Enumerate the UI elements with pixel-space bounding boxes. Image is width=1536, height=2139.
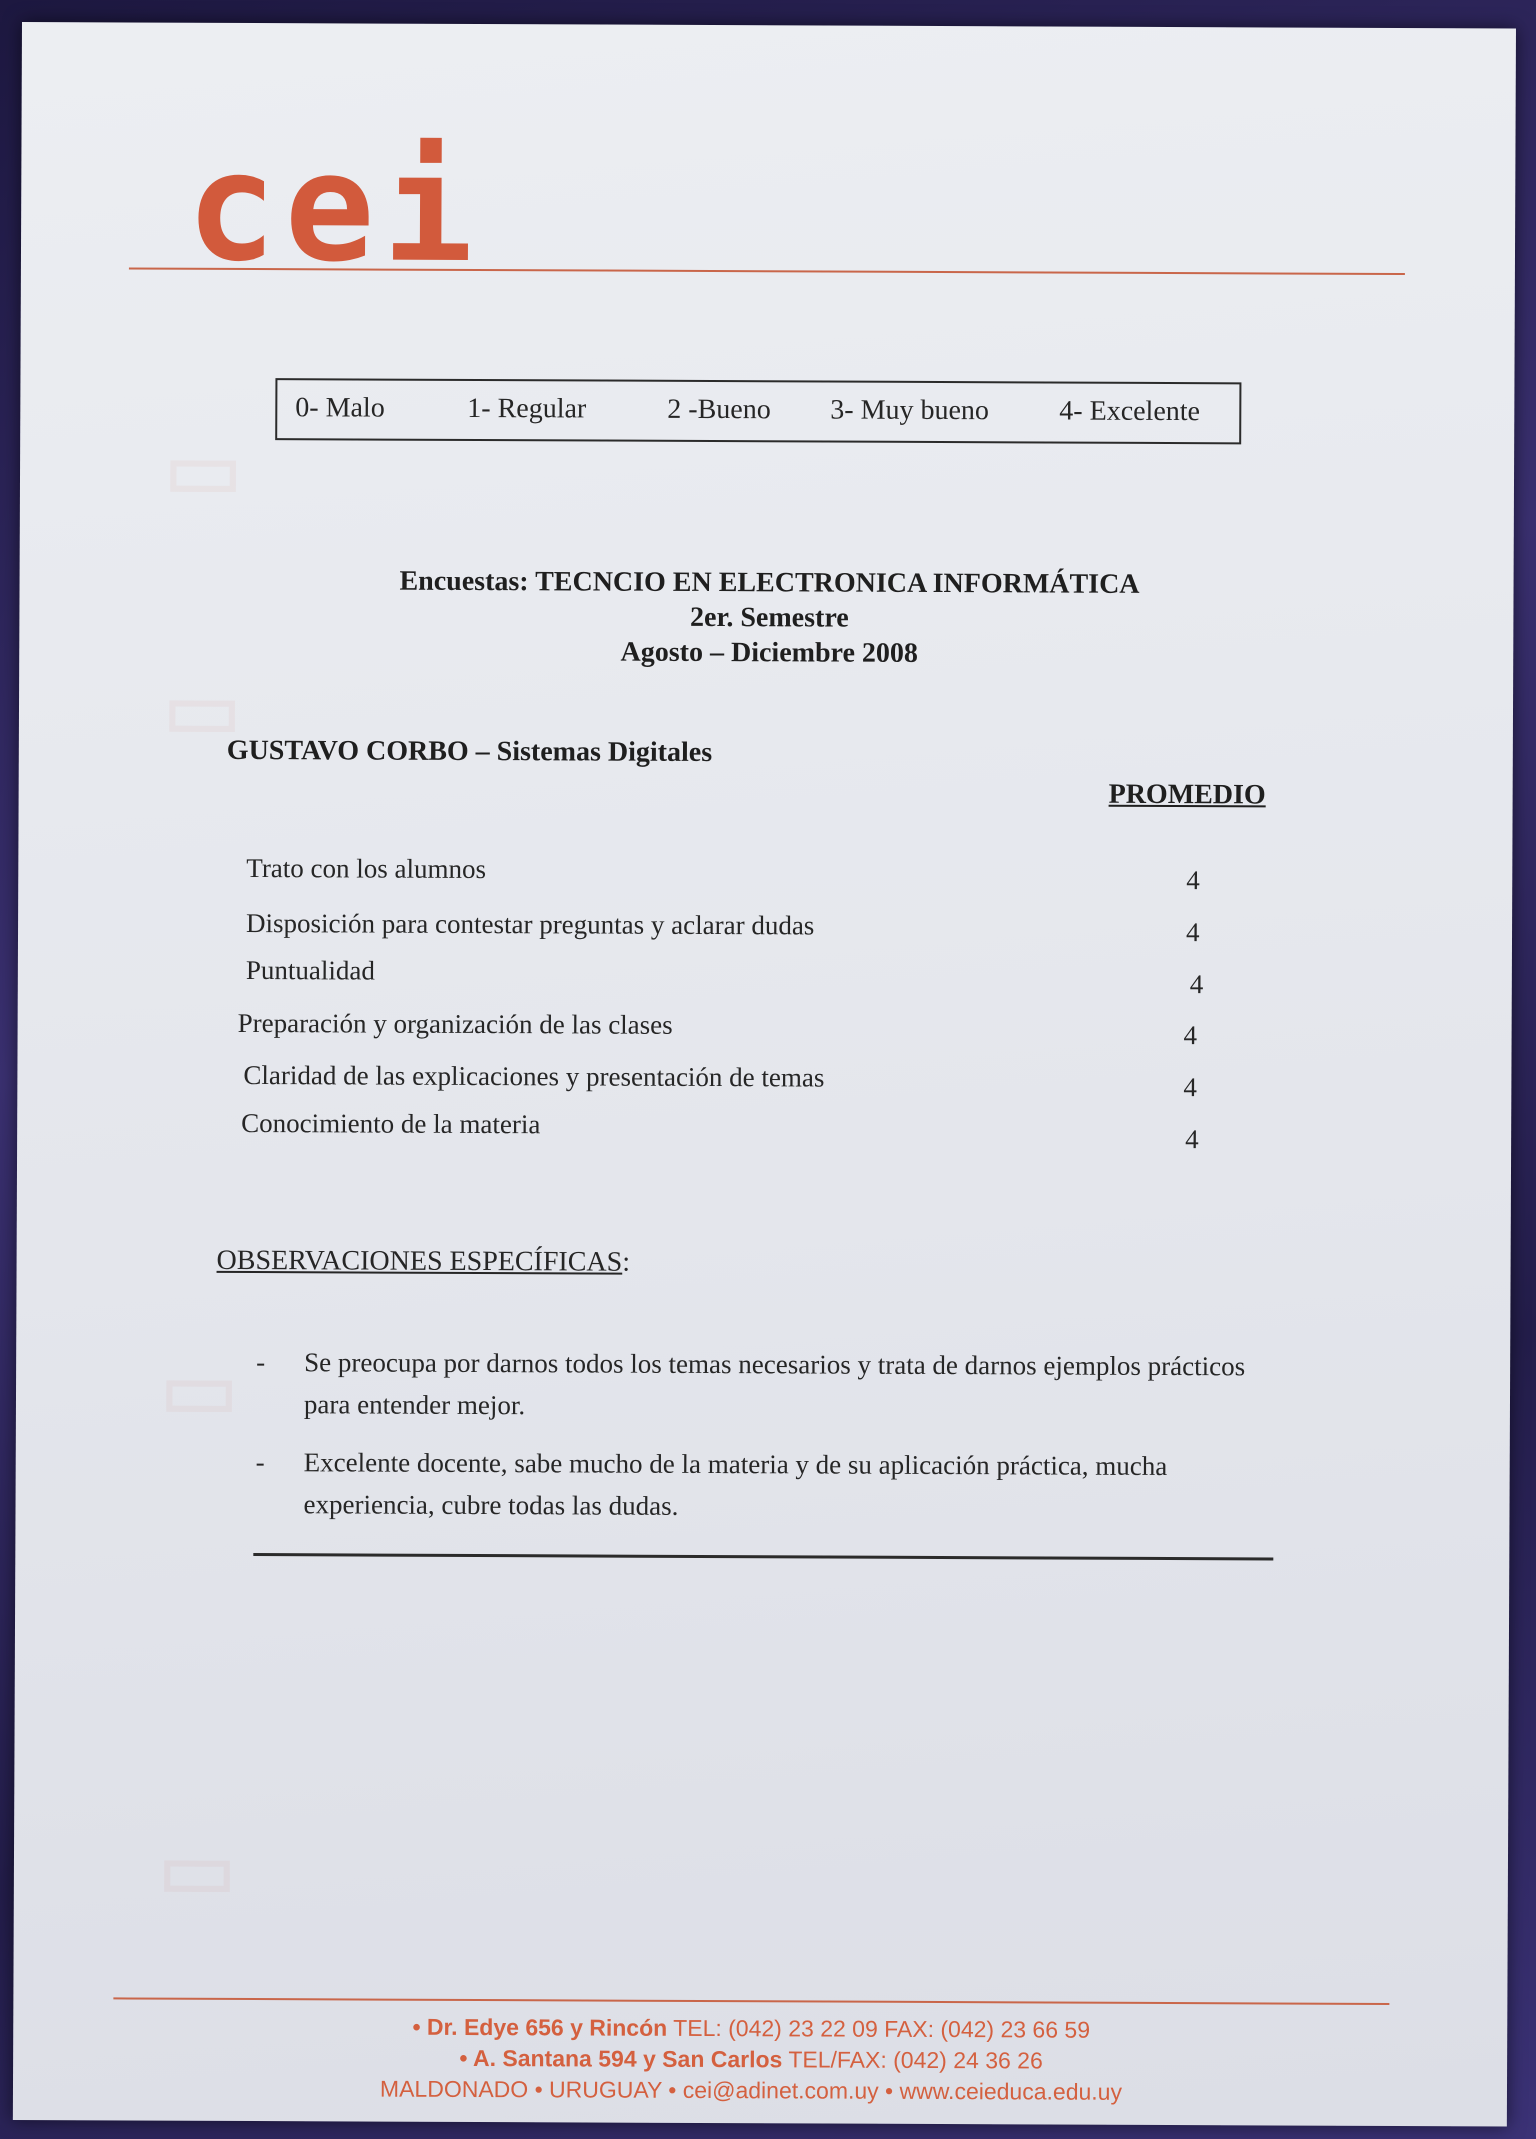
observation-text: Se preocupa por darnos todos los temas necesarios y trata de darnos ejemplos prácticos para entender mejor. xyxy=(303,1347,1246,1421)
criterion-score: 4 xyxy=(1183,1020,1198,1051)
promedio-header: PROMEDIO xyxy=(1108,778,1266,811)
criterion-label: Disposición para contestar preguntas y aclarar dudas xyxy=(246,907,815,941)
criterion-score: 4 xyxy=(1185,917,1200,948)
bullet-dash: - xyxy=(255,1447,265,1478)
criterion-label: Conocimiento de la materia xyxy=(241,1107,541,1140)
survey-title xyxy=(189,563,1349,673)
watermark-logo: ▭ xyxy=(169,402,237,531)
watermark-logo: ▭ xyxy=(168,642,236,771)
address-1: • Dr. Edye 656 y Rincón xyxy=(412,2013,668,2041)
phone-2: TEL/FAX: (042) 24 36 26 xyxy=(782,2046,1043,2074)
observation-text: Excelente docente, sabe mucho de la materia y de su aplicación práctica, mucha experiencia, cubre todas las dudas. xyxy=(303,1447,1168,1521)
criterion-label: Puntualidad xyxy=(245,954,375,986)
phone-1: TEL: (042) 23 22 09 FAX: (042) 23 66 59 xyxy=(667,2014,1091,2043)
bullet-dash: - xyxy=(256,1347,266,1378)
criterion-score: 4 xyxy=(1186,865,1200,896)
legend-item: 3- Muy bueno xyxy=(830,394,990,427)
observations-heading-text: OBSERVACIONES ESPECÍFICAS xyxy=(216,1244,623,1278)
criterion-label: Claridad de las explicaciones y presentación de temas xyxy=(243,1059,825,1093)
criterion-label: Preparación y organización de las clases xyxy=(237,1007,673,1040)
observation-item xyxy=(256,1341,1286,1429)
observations-divider xyxy=(253,1553,1273,1560)
observation-item xyxy=(255,1441,1285,1529)
semester-line: 2er. Semestre xyxy=(690,601,849,634)
teacher-subject: GUSTAVO CORBO – Sistemas Digitales xyxy=(226,734,713,769)
footer-divider xyxy=(113,1997,1389,2005)
watermark-logo: ▭ xyxy=(163,1802,231,1931)
criterion-score: 4 xyxy=(1183,1072,1197,1103)
rating-legend xyxy=(275,378,1241,444)
observations-heading-colon: : xyxy=(622,1246,631,1278)
address-2: • A. Santana 594 y San Carlos xyxy=(459,2044,783,2073)
title-line: Encuestas: TECNCIO EN ELECTRONICA INFORMÁTICA xyxy=(399,565,1140,600)
criterion-score: 4 xyxy=(1185,1124,1199,1155)
watermark-logo: ▭ xyxy=(165,1322,233,1451)
legend-item: 0- Malo xyxy=(295,392,385,424)
legend-item: 1- Regular xyxy=(467,392,587,425)
observations-heading xyxy=(217,1245,631,1279)
footer-contact xyxy=(113,2010,1389,2109)
criterion-label: Trato con los alumnos xyxy=(246,852,487,885)
cei-logo: cei xyxy=(185,120,482,297)
criterion-score: 4 xyxy=(1189,969,1204,1000)
document-page xyxy=(13,22,1516,2126)
legend-item: 2 -Bueno xyxy=(667,393,771,426)
period-line: Agosto – Diciembre 2008 xyxy=(620,636,918,669)
legend-item: 4- Excelente xyxy=(1059,395,1201,428)
footer-line-3: MALDONADO • URUGUAY • cei@adinet.com.uy • www.ceieduca.edu.uy xyxy=(379,2075,1123,2105)
